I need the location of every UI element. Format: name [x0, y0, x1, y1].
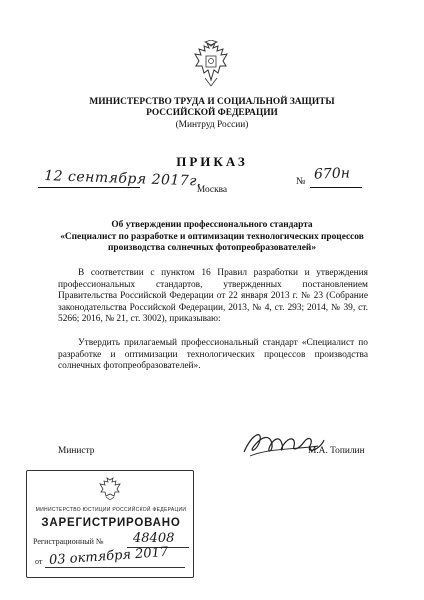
ministry-name-line2: РОССИЙСКОЙ ФЕДЕРАЦИИ: [146, 108, 278, 118]
subject-line3: производства солнечных фотопреобразователей»: [107, 243, 317, 253]
registration-stamp: [26, 470, 194, 578]
order-subject: [50, 220, 374, 255]
city: Москва: [196, 185, 228, 195]
stamp-date-label: от: [35, 557, 43, 566]
order-number: 670н: [313, 165, 351, 183]
coat-of-arms-icon: [190, 40, 232, 88]
subject-line2: «Специалист по разработке и оптимизации технологических процессов: [60, 231, 364, 242]
stamp-date: 03 октября 2017: [48, 544, 169, 569]
ministry-name-line1: МИНИСТЕРСТВО ТРУДА И СОЦИАЛЬНОЙ ЗАЩИТЫ: [89, 97, 335, 107]
coat-of-arms-icon: [97, 477, 123, 501]
order-title: ПРИКАЗ: [176, 154, 248, 169]
subject-line1: Об утверждении профессионального стандарта: [111, 220, 313, 230]
stamp-date-underline: [45, 567, 185, 568]
stamp-registered-label: ЗАРЕГИСТРИРОВАНО: [41, 517, 181, 529]
body-paragraph-2: Утвердить прилагаемый профессиональный стандарт «Специалист по разработке и оптимизации технологических процессов производства солнечных фотопреобразователей».: [58, 338, 368, 372]
signer-position: Министр: [58, 446, 95, 456]
stamp-reg-number: 48408: [133, 531, 175, 546]
order-number-label: №: [296, 176, 306, 187]
number-underline: [310, 187, 362, 188]
body-paragraph-1: В соответствии с пунктом 16 Правил разработки и утверждения профессиональных стандартов, утвержденных постановлением Правительства Российской Федерации от 22 января 2013 г. № 23 (Собрание законодательства Российской Федерации, 2013, № 4, ст. 293; 2014, № 39, ст. 5266; 2016, № 21, ст. 3002), приказываю:: [58, 268, 368, 325]
signer-name: М.А. Топилин: [308, 446, 365, 456]
ministry-short-name: (Минтруд России): [175, 120, 249, 130]
order-date: 12 сентября 2017г.: [44, 168, 203, 190]
stamp-reg-number-label: Регистрационный №: [33, 537, 104, 546]
stamp-organization: МИНИСТЕРСТВО ЮСТИЦИИ РОССИЙСКОЙ ФЕДЕРАЦИИ: [35, 507, 187, 513]
